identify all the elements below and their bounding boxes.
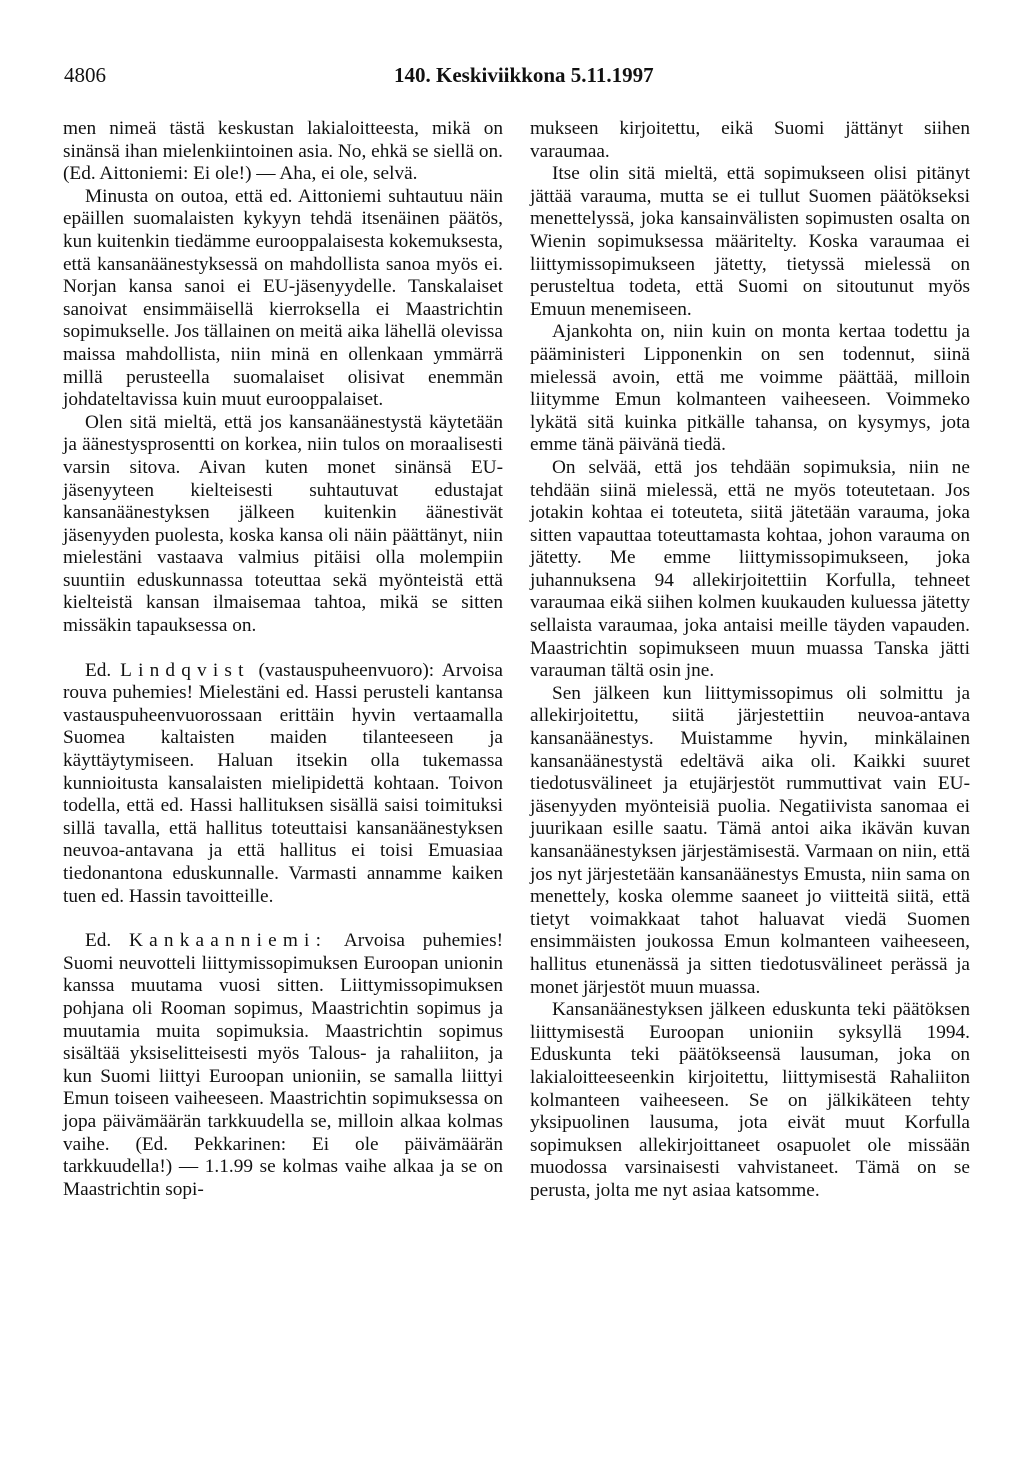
paragraph: Kansanäänestyksen jälkeen eduskunta teki päätöksen liittymisestä Euroopan unioniin syksyllä 1994. Eduskunta teki päätökseensä lausuman, joka on lakialoitteeseenkin kirjoitettu, liittymisestä Rahaliiton kolmanteen vaiheeseen. Se on jälkikäteen tehty yksipuolinen lausuma, jota eivät muut Korfulla sopimuksen allekirjoittaneet osapuolet ole missään muodossa varsinaisesti vahvistaneet. Tämä on se perusta, jolta me nyt asiaa katsomme. <box>530 999 970 1201</box>
left-column <box>63 118 503 1201</box>
paragraph: Sen jälkeen kun liittymissopimus oli solmittu ja allekirjoitettu, siitä järjestettiin neuvoa-antava kansanäänestys. Muistamme hyvin, minkälainen kansanäänestystä edeltävä aika oli. Kaikki suuret tiedotusvälineet ja etujärjestöt rummuttivat vain EU-jäsenyyden myönteisiä puolia. Negatiivista sanomaa ei juurikaan esille saatu. Tämä antoi aika ikävän kuvan kansanäänestyksen järjestämisestä. Varmaan on niin, että jos nyt järjestetään kansanäänestys Emusta, niin sama on menettely, koska olemme saaneet jo viitteitä siitä, että tietyt voimakkaat tahot haluavat viedä Suomen ensimmäisten joukossa Emun kolmanteen vaiheeseen, hallitus etunenässä ja sitten tiedotusvälineet perässä ja monet järjestöt muun muassa. <box>530 682 970 998</box>
speaker-name: Kankaanniemi: <box>129 930 328 952</box>
right-column <box>530 118 970 1203</box>
speech-lindqvist <box>63 660 503 909</box>
speaker-prefix: Ed. <box>85 659 112 681</box>
paragraph: Itse olin sitä mieltä, että sopimukseen olisi pitänyt jättää varauma, mutta se ei tullut Suomen päätökseksi menettelyssä, joka kansainvälisten sopimusten osalta on Wienin sopimuksessa määritelty. Koska varaumaa ei liittymissopimukseen jätetty, tietyssä mielessä on perusteltua todeta, että Suomi on sitoutunut myös Emuun menemiseen. <box>530 163 970 320</box>
speaker-name: Lindqvist <box>120 659 250 681</box>
paragraph: mukseen kirjoitettu, eikä Suomi jättänyt siihen varaumaa. <box>530 118 970 162</box>
page-number: 4806 <box>64 63 106 87</box>
speech-text: (vastauspuheenvuoro): Arvoisa rouva puhemies! Mielestäni ed. Hassi perusteli kantansa vastauspuheenvuorossaan erittäin hyvin vertaamalla Suomea kaltaisten maiden tilanteeseen ja käyttäytymiseen. Haluan itsekin olla tukemassa kunnioitusta kansalaisten mielipidettä kohtaan. Toivon todella, että ed. Hassi hallituksen sisällä saisi toimituksi sillä tavalla, että hallitus toteuttaisi kansanäänestyksen neuvoa-antavana ja että hallitus ei toisi Emuasiaa tiedonantona eduskunnalle. Varmasti annamme kaiken tuen ed. Hassin tavoitteille. <box>63 659 503 907</box>
paragraph: Minusta on outoa, että ed. Aittoniemi suhtautuu näin epäillen suomalaisten kykyyn tehdä itsenäinen päätös, kun kuitenkin tiedämme eurooppalaisesta kokemuksesta, että kansanäänestyksessä on mahdollista sanoa myös ei. Norjan kansa sanoi ei EU-jäsenyydelle. Tanskalaiset sanoivat ensimmäisellä kierroksella ei Maastrichtin sopimukselle. Jos tällainen on meitä aika lähellä olevissa maissa mahdollista, niin minä en ollenkaan ymmärrä millä perusteella suomalaiset olisivat enemmän johdateltavissa kuin muut eurooppalaiset. <box>63 185 503 411</box>
speech-kankaanniemi <box>63 930 503 1201</box>
speech-text: Arvoisa puhemies! Suomi neuvotteli liittymissopimuksen Euroopan unionin kanssa muutama vuosi sitten. Liittymissopimuksen pohjana oli Rooman sopimus, Maastrichtin sopimus ja muutamia muita sopimuksia. Maastrichtin sopimus sisältää yksiselitteisesti myös Talous- ja rahaliiton, ja kun Suomi liittyi Euroopan unioniin, se samalla liittyi Emun toiseen vaiheeseen. Maastrichtin sopimuksessa on jopa päivämäärän tarkkuudella se, milloin alkaa kolmas vaihe. (Ed. Pekkarinen: Ei ole päivämäärän tarkkuudella!) — 1.1.99 se kolmas vaihe alkaa ja se on Maastrichtin sopi- <box>63 930 504 1200</box>
session-title: 140. Keskiviikkona 5.11.1997 <box>394 63 654 87</box>
paragraph: On selvää, että jos tehdään sopimuksia, niin ne tehdään siinä mielessä, että ne myös toteutetaan. Jos jotakin kohtaa ei toteuteta, siitä jätetään varauma, joka sitten vapauttaa toteuttamasta kohtaa, johon varauma on jätetty. Me emme liittymissopimukseen, joka juhannuksena 94 allekirjoitettiin Korfulla, tehneet varaumaa eikä siihen kolmen kuukauden kuluessa jätetty sellaista varaumaa, joka antaisi meille täyden vapauden. Maastrichtin sopimukseen muun muassa Tanska jätti varauman tältä osin jne. <box>530 456 970 682</box>
paragraph: Ajankohta on, niin kuin on monta kertaa todettu ja pääministeri Lipponenkin on sen todennut, siinä mielessä avoin, että me voimme päättää, milloin liitymme Emun kolmanteen vaiheeseen. Voimmeko lykätä sitä kuinka pitkälle tahansa, on kysymys, jota emme tänä päivänä tiedä. <box>530 321 970 456</box>
paragraph: Olen sitä mieltä, että jos kansanäänestystä käytetään ja äänestysprosentti on korkea, niin tulos on moraalisesti varsin sitova. Aivan kuten monet sinänsä EU-jäsenyyteen kielteisesti suhtautuvat edustajat kansanäänestyksen jälkeen kuitenkin äänestivät jäsenyyden puolesta, koska kansa oli näin päättänyt, niin mielestäni vastaava valmius pitäisi olla molempiin suuntiin eduskunnassa toteuttaa sekä myönteistä että kielteistä kansan ilmaisemaa tahtoa, mikä se sitten missäkin tapauksessa on. <box>63 411 503 637</box>
speaker-prefix: Ed. <box>85 930 112 952</box>
paragraph: men nimeä tästä keskustan lakialoitteesta, mikä on sinänsä ihan mielenkiintoinen asia. No, ehkä se siellä on. (Ed. Aittoniemi: Ei ole!) — Aha, ei ole, selvä. <box>63 118 503 185</box>
